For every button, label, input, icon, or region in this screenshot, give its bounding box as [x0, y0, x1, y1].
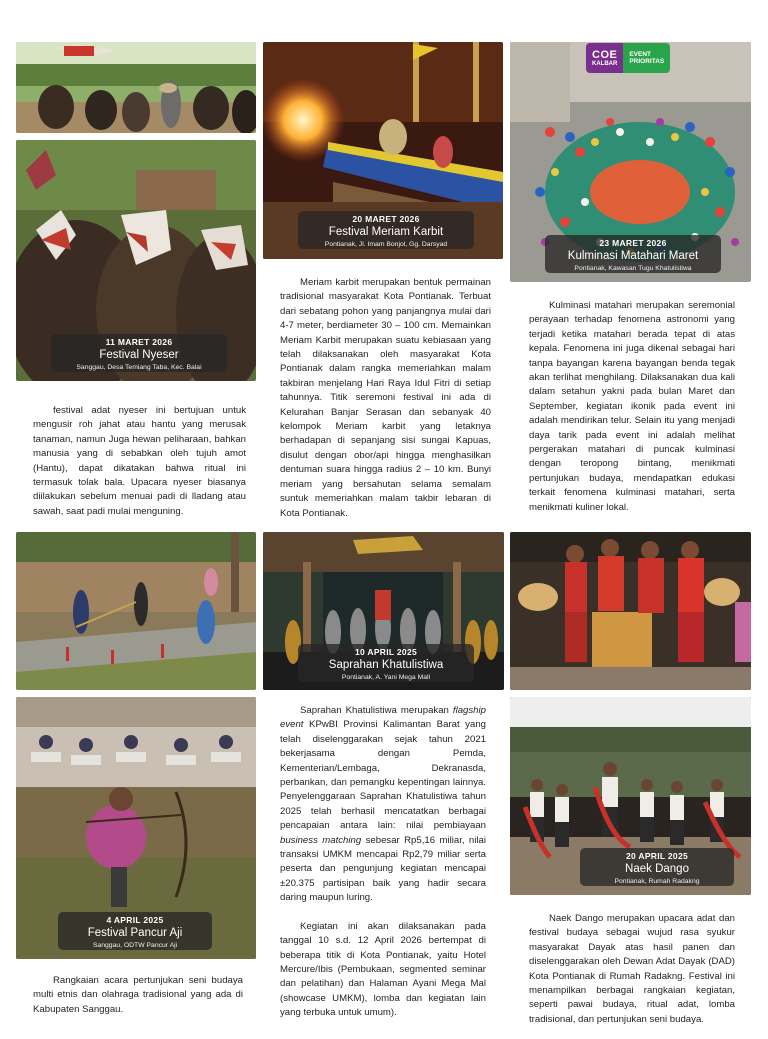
saprahan-description: [280, 704, 486, 1021]
saprahan-text-2: KPwBI Provinsi Kalimantan Barat yang telah diselenggarakan sejak tahun 2021 bekerjasama dengan Pemda, Kementerian/Lembaga, Dekranasda, perbankan, dan pemangku kepentingan lainnya. Penyelenggaraan Saprahan Khatulistiwa tahun 2025 telah berhasil mencatatkan berbagai pencapaian antara lain: nilai pembiayaan: [280, 719, 486, 832]
naek-dango-paragraph: Naek Dango merupakan upacara adat dan festival budaya sebagai wujud rasa syukur masyarakat Dayak atas hasil panen dan diselenggarakan oleh Dewan Adat Dayak (DAD) Kota Pontianak di Rumah Radakng. Festival ini menampilkan berbagai rangkaian kegiatan, seperti pawai budaya, ritual adat, lomba tradisional, dan pertunjukan seni budaya.: [529, 913, 735, 1025]
event-title: Naek Dango: [625, 862, 689, 875]
naek-dango-description: [529, 912, 735, 1027]
kulminasi-description: [529, 299, 735, 515]
coe-event-prioritas-badge: [586, 43, 670, 73]
saprahan-paragraph-1: [280, 704, 486, 906]
photo-pancur-aji-blowpipe: [16, 532, 256, 690]
badge-line-1: EVENT: [629, 50, 652, 58]
meriam-karbit-paragraph: Meriam karbit merupakan bentuk permainan tradisional masyarakat Kota Pontianak. Terbuat dari sebatang pohon yang panjangnya mulai dari 4-7 meter, berdiameter 30 – 100 cm. Memainkan Meriam Karbit merupakan suatu kebiasaan yang telah dilaksanakan oleh masyarakat Kota Pontianak dalam rangka memeriahkan malam takbiran menjelang Hari Raya Idul Fitri di setiap tahunnya. Titik seremoni festival ini ada di Kelurahan Banjar Serasan dan sebanyak 40 kelompok Meriam karbit yang letaknya berhadapan di sepanjang sisi sungai Kapuas, disulut dengan obor/api hingga menghasilkan dentuman suara hingga radius 2 – 10 km. Bunyi meriam yang bersahutan selama semalam suntuk memeriahkan malam takbir lebaran di Kota Pontianak.: [280, 277, 491, 519]
event-date: 20 MARET 2026: [352, 214, 420, 224]
event-title: Festival Pancur Aji: [87, 926, 183, 939]
pancur-aji-blowpipe-image: [16, 532, 256, 690]
event-date: 10 APRIL 2025: [354, 647, 418, 657]
event-location: Pontianak, Rumah Radakng: [614, 877, 700, 885]
pancur-aji-description: [33, 974, 243, 1017]
event-location: Pontianak, A. Yani Mega Mall: [341, 673, 431, 681]
event-date: 4 APRIL 2025: [106, 915, 164, 925]
caption-pancur-aji: [58, 912, 212, 950]
event-prioritas-label: [623, 43, 670, 73]
nyeser-procession-image: [16, 42, 256, 133]
event-location: Sanggau, Desa Temiang Taba, Kec. Balai: [76, 363, 202, 371]
event-title: Festival Meriam Karbit: [328, 225, 444, 238]
event-title: Kulminasi Matahari Maret: [567, 249, 699, 262]
coe-region: KALBAR: [592, 61, 618, 67]
coe-logo-text: COE: [592, 49, 618, 61]
nyeser-description: [33, 404, 246, 519]
caption-nyeser: [51, 334, 227, 372]
event-title: Festival Nyeser: [99, 348, 179, 361]
caption-kulminasi: [545, 235, 721, 273]
pancur-aji-paragraph: Rangkaian acara pertunjukan seni budaya multi etnis dan olahraga tradisional yang ada di Kabupaten Sanggau.: [33, 975, 243, 1015]
saprahan-text-3: sebesar Rp5,16 miliar, nilai transaksi UMKM mencapai Rp2,79 miliar serta peserta dan pengunjung kegiatan mencapai ±20.375 partisipan baik yang hadir secara daring maupun luring.: [280, 834, 486, 904]
kulminasi-paragraph: Kulminasi matahari merupakan seremonial perayaan terhadap fenomena astronomi yang terjadi ketika matahari berada tepat di atas kepala. Fenomena ini juga dikenal sebagai hari tanpa bayangan karena bayangan benda tegak akan terlihat menghilang. Dilaksanakan dua kali dalam setahun yakni pada bulan Maret dan September, kegiatan ikonik pada event ini adalah mendirikan telur. Selain itu yang menjadi daya tarik pada event ini adalah melihat pergerakan matahari di puncak kulminasi dengan teropong bintang, menikmati pertunjukan budaya, mendapatkan edukasi terkait fenomena kulminasi matahari, serta menikmati kuliner lokal.: [529, 300, 735, 513]
event-title: Saprahan Khatulistiwa: [328, 658, 444, 671]
badge-line-2: PRIORITAS: [629, 58, 665, 65]
naek-dango-dancers-image: [510, 532, 751, 690]
coe-logo: [586, 43, 623, 73]
event-date: 23 MARET 2026: [599, 238, 667, 248]
nyeser-paragraph: festival adat nyeser ini bertujuan untuk mengusir roh jahat atau hantu yang merusak tanaman, namun Juga hewan peliharaan, bahkan manusia yang di sebabkan oleh tujuh amot (Hantu), dapat dikatakan bahwa ritual ini termasuk tolak bala. Upacara nyeser biasanya diilakukan sebelum menuai padi di lladang atau sawah, saat padi mulai menguning.: [33, 405, 246, 517]
event-location: Sanggau, ODTW Pancur Aji: [92, 941, 178, 949]
event-location: Pontianak, Jl. Imam Bonjol, Gg. Darsyad: [324, 240, 448, 248]
saprahan-text-1: Saprahan Khatulistiwa merupakan: [300, 705, 453, 716]
event-location: Pontianak, Kawasan Tugu Khatulistiwa: [574, 264, 692, 272]
saprahan-paragraph-2: Kegiatan ini akan dilaksanakan pada tanggal 10 s.d. 12 April 2026 bertempat di beberapa titik di Kota Pontianak, yaitu Hotel Mercure/Ibis (Pembukaan, segmented seminar dan pelatihan) dan Halaman Ayani Mega Mal (showcase UMKM), lomba dan kegiatan lain yang terbuka untuk umum).: [280, 920, 486, 1019]
meriam-karbit-description: [280, 276, 491, 521]
caption-naek-dango: [580, 848, 734, 886]
photo-naek-dango-dancers: [510, 532, 751, 690]
caption-meriam-karbit: [298, 211, 474, 249]
photo-nyeser-procession: [16, 42, 256, 133]
saprahan-flagship-term: flagship event: [280, 705, 486, 731]
event-date: 11 MARET 2026: [105, 337, 173, 347]
saprahan-business-matching-term: business matching: [280, 834, 362, 846]
caption-saprahan: [298, 644, 474, 682]
event-date: 20 APRIL 2025: [625, 851, 689, 861]
